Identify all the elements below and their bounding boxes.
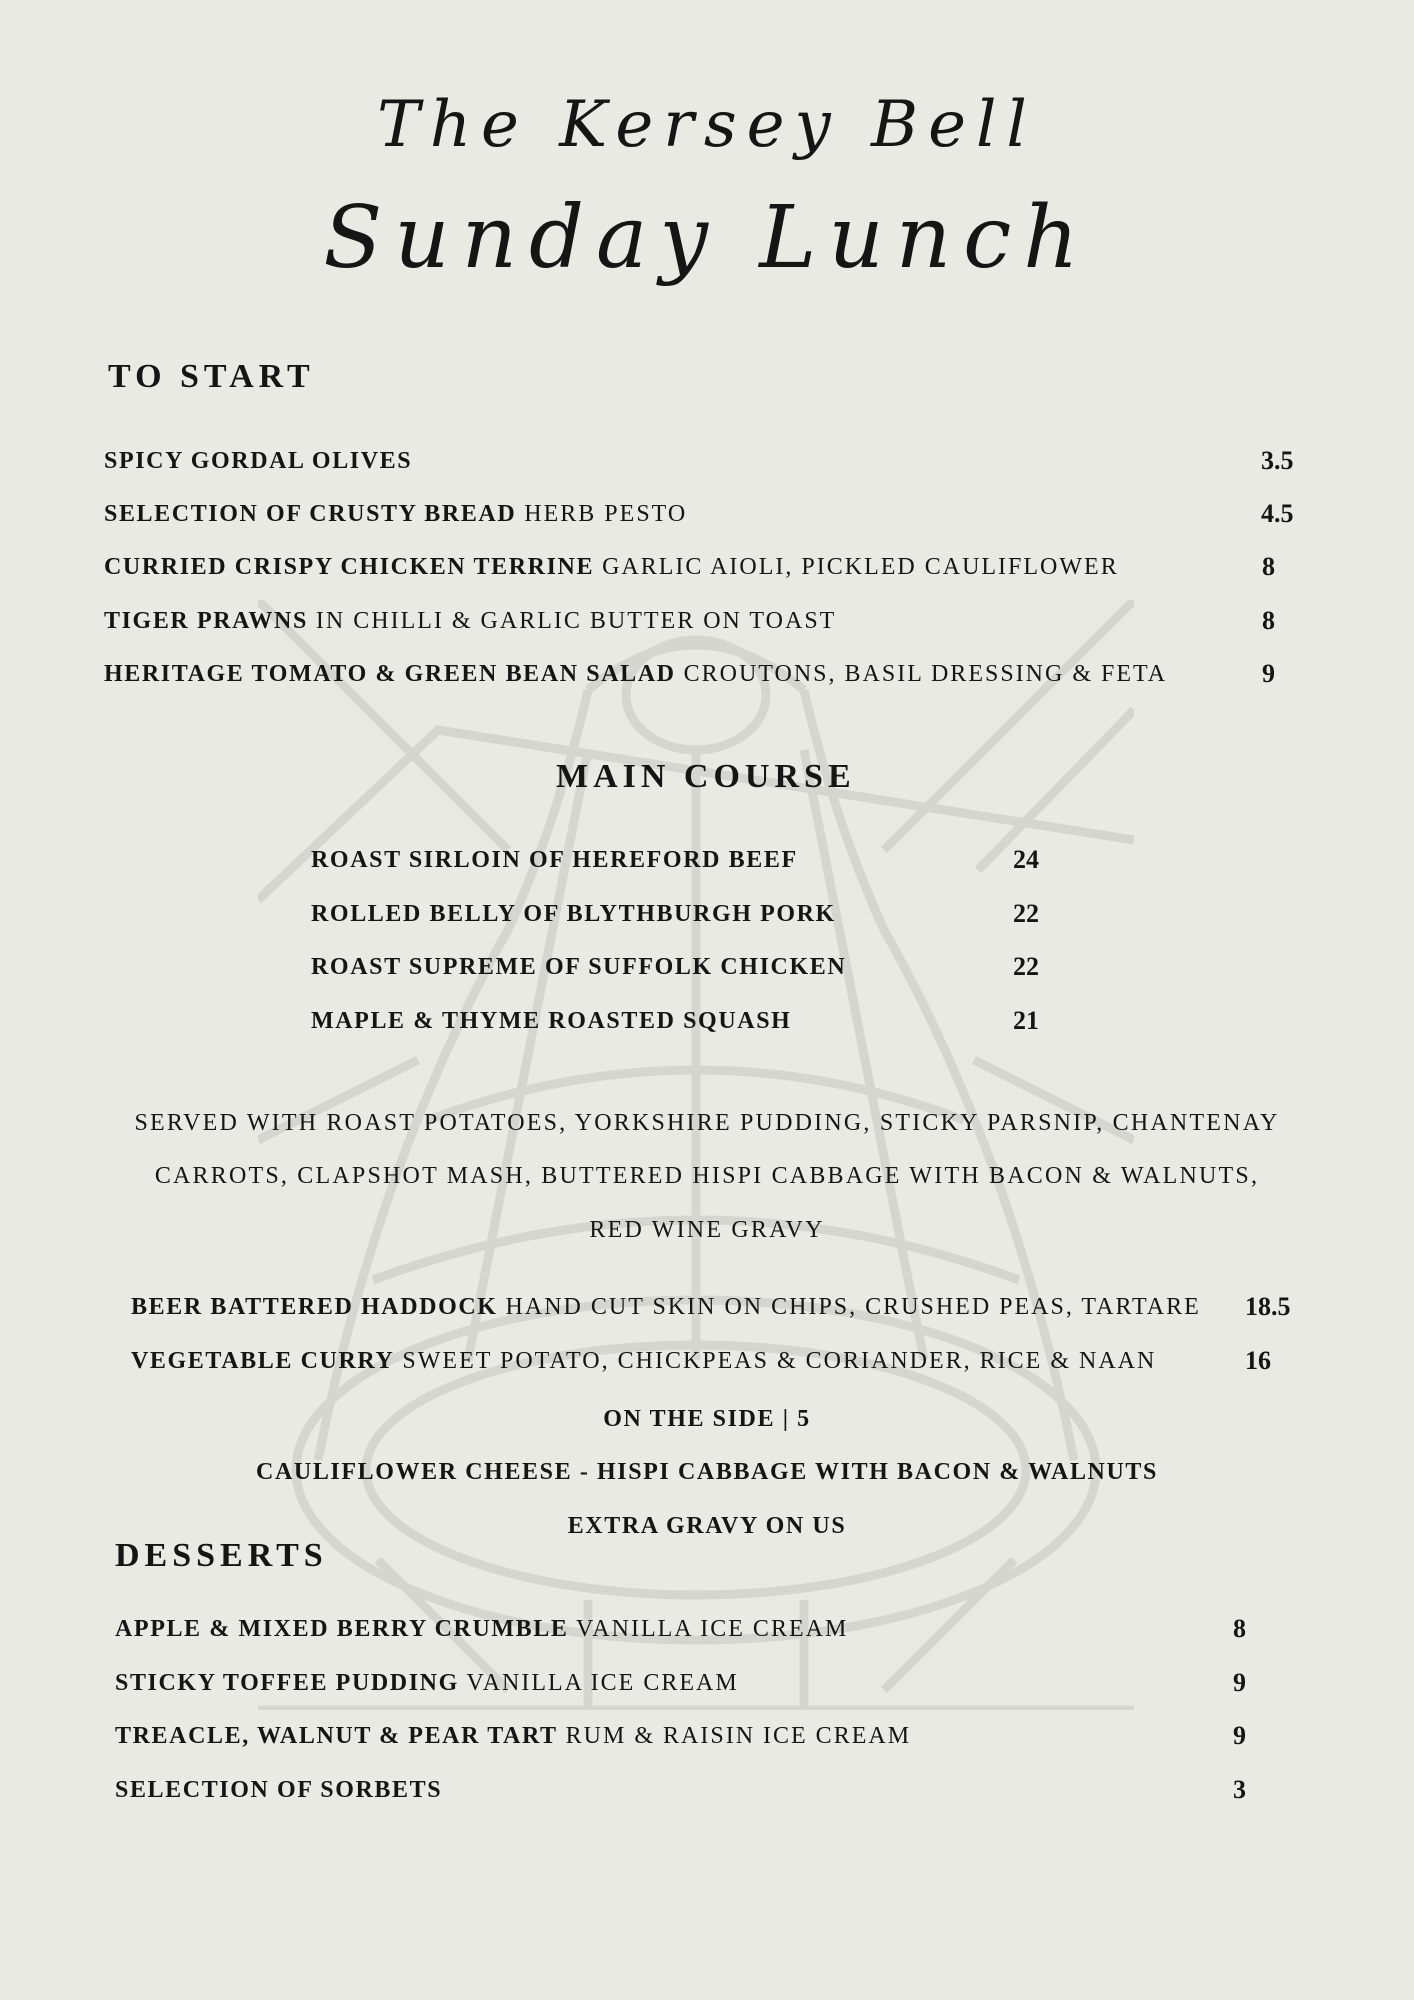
item-name: ROLLED BELLY OF BLYTHBURGH PORK: [311, 901, 836, 927]
menu-item: [115, 1721, 911, 1751]
menu-item: [104, 446, 412, 476]
item-name: TREACLE, WALNUT & PEAR TART: [115, 1723, 558, 1749]
item-name: HERITAGE TOMATO & GREEN BEAN SALAD: [104, 661, 676, 687]
item-name: SPICY GORDAL OLIVES: [104, 448, 413, 474]
item-name: ROAST SIRLOIN OF HEREFORD BEEF: [311, 847, 798, 873]
served-with-line: CARROTS, CLAPSHOT MASH, BUTTERED HISPI CABBAGE WITH BACON & WALNUTS,: [154, 1163, 1260, 1189]
item-description: GARLIC AIOLI, PICKLED CAULIFLOWER: [594, 554, 1119, 580]
item-price: 21: [1013, 1006, 1039, 1035]
item-description: CROUTONS, BASIL DRESSING & FETA: [675, 661, 1168, 687]
item-price: 9: [1262, 659, 1275, 688]
item-name: ROAST SUPREME OF SUFFOLK CHICKEN: [311, 954, 847, 980]
served-with-line: SERVED WITH ROAST POTATOES, YORKSHIRE PUDDING, STICKY PARSNIP, CHANTENAY: [134, 1110, 1280, 1136]
item-description: HERB PESTO: [516, 501, 688, 527]
section-heading-desserts: DESSERTS: [115, 1537, 328, 1574]
item-name: MAPLE & THYME ROASTED SQUASH: [311, 1008, 792, 1034]
item-price: 24: [1013, 845, 1039, 874]
section-heading-main-course: MAIN COURSE: [556, 758, 856, 795]
item-price: 3: [1233, 1775, 1246, 1804]
menu-item: [131, 1346, 1156, 1376]
served-with-line: RED WINE GRAVY: [589, 1217, 825, 1243]
item-name: TIGER PRAWNS: [104, 608, 308, 634]
menu-title: Sunday Lunch: [323, 188, 1091, 288]
menu-item: [115, 1775, 442, 1805]
item-description: IN CHILLI & GARLIC BUTTER ON TOAST: [307, 608, 837, 634]
item-name: BEER BATTERED HADDOCK: [131, 1294, 498, 1320]
item-price: 4.5: [1261, 499, 1294, 528]
item-price: 8: [1262, 606, 1275, 635]
sides-list: CAULIFLOWER CHEESE - HISPI CABBAGE WITH BACON & WALNUTS: [256, 1459, 1158, 1485]
item-price: 16: [1245, 1346, 1271, 1375]
item-name: SELECTION OF SORBETS: [115, 1777, 443, 1803]
item-price: 9: [1233, 1721, 1246, 1750]
menu-item: [311, 845, 798, 875]
menu-item: [311, 952, 846, 982]
menu-item: [115, 1614, 848, 1644]
item-price: 3.5: [1261, 446, 1294, 475]
menu-item: [104, 659, 1167, 689]
item-price: 8: [1262, 552, 1275, 581]
item-description: SWEET POTATO, CHICKPEAS & CORIANDER, RICE & NAAN: [394, 1348, 1157, 1374]
item-description: HAND CUT SKIN ON CHIPS, CRUSHED PEAS, TARTARE: [497, 1294, 1201, 1320]
item-name: STICKY TOFFEE PUDDING: [115, 1670, 459, 1696]
on-the-side-heading: ON THE SIDE | 5: [603, 1406, 811, 1432]
item-name: SELECTION OF CRUSTY BREAD: [104, 501, 517, 527]
item-description: RUM & RAISIN ICE CREAM: [557, 1723, 912, 1749]
menu-item: [311, 899, 836, 929]
item-price: 18.5: [1245, 1292, 1291, 1321]
menu-item: [131, 1292, 1201, 1322]
item-price: 9: [1233, 1668, 1246, 1697]
menu-item: [311, 1006, 791, 1036]
menu-item: [115, 1668, 739, 1698]
item-name: APPLE & MIXED BERRY CRUMBLE: [115, 1616, 569, 1642]
item-price: 8: [1233, 1614, 1246, 1643]
item-description: VANILLA ICE CREAM: [568, 1616, 849, 1642]
item-description: VANILLA ICE CREAM: [458, 1670, 739, 1696]
item-name: CURRIED CRISPY CHICKEN TERRINE: [104, 554, 595, 580]
extra-gravy-note: EXTRA GRAVY ON US: [567, 1513, 847, 1539]
menu-item: [104, 606, 836, 636]
menu-item: [104, 552, 1119, 582]
section-heading-to-start: TO START: [108, 358, 315, 395]
item-name: VEGETABLE CURRY: [131, 1348, 395, 1374]
restaurant-name: The Kersey Bell: [377, 88, 1037, 162]
item-price: 22: [1013, 899, 1039, 928]
item-price: 22: [1013, 952, 1039, 981]
menu-item: [104, 499, 687, 529]
